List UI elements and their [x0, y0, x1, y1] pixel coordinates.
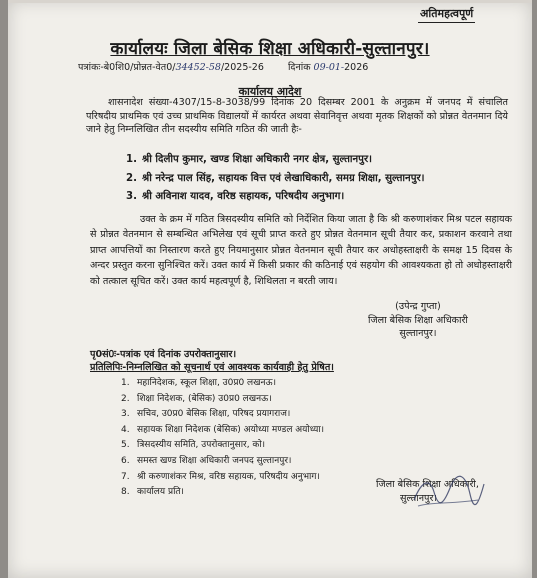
ref-suffix: /2025-26 [220, 62, 264, 73]
list-item: 3. सचिव, उ0प्र0 बेसिक शिक्षा, परिषद प्रयागराज। [121, 409, 291, 420]
committee-members-list [126, 151, 425, 207]
signatory-name: (उपेन्द्र गुप्ता) [395, 301, 441, 312]
copy-recipient-list [121, 376, 324, 501]
office-title: कार्यालयः जिला बेसिक शिक्षा अधिकारी-सुल्तानपुर। [110, 39, 430, 59]
date-year: 2026 [344, 62, 369, 73]
handwritten-signature [408, 470, 488, 514]
list-item: 2. शिक्षा निदेशक, (बेसिक) उ0प्र0 लखनऊ। [121, 393, 272, 404]
directive-paragraph [90, 212, 512, 289]
document-page [8, 0, 532, 578]
copy-to-title: प्रतिलिपिः- [90, 362, 127, 373]
forwarding-block [90, 348, 334, 374]
date-handwritten: 09-01- [313, 62, 345, 73]
final-place: सुल्तानपुर। [400, 493, 438, 504]
copy-to-body: निम्नलिखित को सूचनार्थ एवं आवश्यक कार्यवाही हेतु प्रेषित। [126, 362, 334, 373]
reference-line [78, 60, 368, 73]
signature-block [368, 300, 468, 341]
list-item: 1. महानिदेशक, स्कूल शिक्षा, उ0प्र0 लखनऊ। [121, 378, 276, 388]
urgent-label: अतिमहत्वपूर्ण [418, 6, 475, 23]
list-item: 7. श्री करुणाशंकर मिश्र, वरिष्ठ सहायक, परिषदीय अनुभाग। [121, 471, 320, 482]
order-intro-text: शासनादेश संख्या-4307/15-8-3038/99 दिनांक 20 दिसम्बर 2001 के अनुक्रम में जनपद में संचालित परिषदीय प्राथमिक एवं उच्च प्राथमिक विद्यालयों में कार्यरत अथवा सेवानिवृत्त अथवा मृतक शिक्षकों को प्रोन्नत वेतनमान दिये जाने हेतु निम्नलिखित तीन सदस्यीय समिति गठित की जाती हैः- [86, 97, 508, 136]
member-item: 1. श्री दिलीप कुमार, खण्ड शिक्षा अधिकारी नगर क्षेत्र, सुल्तानपुर। [126, 154, 372, 165]
page-edge [8, 0, 532, 3]
ref-number-handwritten: 34452-58 [175, 62, 221, 73]
list-item: 6. समस्त खण्ड शिक्षा अधिकारी जनपद सुल्तानपुर। [121, 455, 292, 466]
date-label: दिनांक [287, 62, 311, 73]
signatory-place: सुल्तानपुर। [399, 328, 437, 339]
signatory-designation: जिला बेसिक शिक्षा अधिकारी [368, 314, 468, 326]
member-item: 3. श्री अविनाश यादव, वरिष्ठ सहायक, परिषदीय अनुभाग। [126, 191, 345, 202]
directive-text: उक्त के क्रम में गठित त्रिसदस्यीय समिति को निर्देशित किया जाता है कि श्री करुणाशंकर मिश्र पटल सहायक से प्रोन्नत वेतनमान से सम्बन्धित अभिलेख एवं सूची प्राप्त करते हुए प्रोन्नत वेतनमान सूची तैयार कर, प्रकाशन करवाने तथा प्राप्त आपत्तियों का निस्तारण करते हुए नियमानुसार प्रोन्नत वेतनमान सूची तैयार कर अधोहस्ताक्षरी के समक्ष 15 दिवस के अन्दर प्रस्तुत करना सुनिश्चित करें। उक्त कार्य में किसी प्रकार की कठिनाई एवं सहयोग की आवश्यकता हो तो अधोहस्ताक्षरी को तत्काल सूचित करें। उक्त कार्य महत्वपूर्ण है, शिथिलता न बरती जाय। [90, 214, 512, 287]
forwarding-ref: पृ0सं0ः-पत्रांक एवं दिनांक उपरोक्तानुसार। [90, 349, 237, 360]
final-designation: जिला बेसिक शिक्षा अधिकारी, [376, 479, 479, 490]
list-item: 5. त्रिसदस्यीय समिति, उपरोक्तानुसार, को। [121, 440, 266, 451]
member-item: 2. श्री नरेन्द्र पाल सिंह, सहायक वित्त एवं लेखाधिकारी, समग्र शिक्षा, सुल्तानपुर। [126, 172, 425, 184]
order-intro-paragraph [86, 96, 508, 137]
ref-prefix: पत्रांकः-बे0शि0/प्रोन्नत-वेत0/ [78, 62, 176, 73]
order-heading: कार्यालय आदेश [238, 85, 302, 98]
list-item: 8. कार्यालय प्रति। [121, 487, 184, 498]
list-item: 4. सहायक शिक्षा निदेशक (बेसिक) अयोध्या मण्डल अयोध्या। [121, 424, 325, 435]
